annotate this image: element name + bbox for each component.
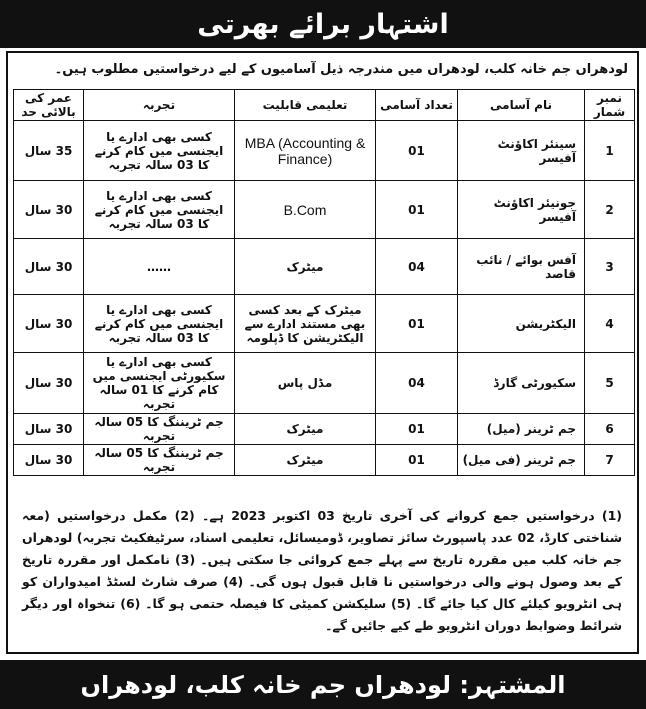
column-header-experience: تجربہ bbox=[84, 90, 235, 121]
intro-text: لودھراں جم خانہ کلب، لودھراں میں مندرجہ ذیل آسامیوں کے لیے درخواستیں مطلوب ہیں۔ bbox=[54, 62, 628, 77]
age-cell: 30 سال bbox=[14, 445, 84, 476]
qualification-cell: B.Com bbox=[235, 181, 376, 239]
experience-cell: کسی بھی ادارے یا ایجنسی میں کام کرنے کا 03 سالہ تجربہ bbox=[84, 181, 235, 239]
post-cell: آفس بوائے / نائب قاصد bbox=[458, 239, 585, 295]
column-header-count: تعداد آسامی bbox=[376, 90, 458, 121]
table-row bbox=[14, 445, 635, 476]
serial-cell: 2 bbox=[585, 181, 635, 239]
age-cell: 30 سال bbox=[14, 414, 84, 445]
post-cell: جونیئر اکاؤنٹ آفیسر bbox=[458, 181, 585, 239]
serial-cell: 1 bbox=[585, 121, 635, 181]
experience-cell: کسی بھی ادارے یا ایجنسی میں کام کرنے کا 03 سالہ تجربہ bbox=[84, 121, 235, 181]
qualification-cell: مڈل پاس bbox=[235, 353, 376, 414]
qualification-cell: میٹرک bbox=[235, 239, 376, 295]
table-row bbox=[14, 239, 635, 295]
qualification-cell: میٹرک کے بعد کسی بھی مستند ادارے سے الیکٹریشن کا ڈپلومہ bbox=[235, 295, 376, 353]
serial-cell: 7 bbox=[585, 445, 635, 476]
application-instructions: (1) درخواستیں جمع کروانے کی آخری تاریخ 03 اکتوبر 2023 ہے۔ (2) مکمل درخواستیں (معہ شناختی کارڈ، 02 عدد پاسپورٹ سائز تصاویر، ڈومیسائل، تعلیمی اسناد، سرٹیفکیٹ تجربہ) لودھراں جم خانہ کلب میں مقررہ تاریخ سے پہلے جمع کروائی جا سکتی ہیں۔ (3) نامکمل اور مقررہ تاریخ کے بعد وصول ہونے والی درخواستیں نا قابل قبول ہوں گی۔ (4) صرف شارٹ لسٹڈ امیدواران کو ہی انٹرویو کیلئے کال کیا جائے گا۔ (5) سلیکشن کمیٹی کا فیصلہ حتمی ہو گا۔ (6) تنخواہ اور دیگر شرائط وضوابط دوران انٹرویو طے کیے جائیں گے۔ bbox=[22, 508, 623, 633]
age-cell: 35 سال bbox=[14, 121, 84, 181]
vacancy-table bbox=[13, 89, 635, 476]
qualification-cell: میٹرک bbox=[235, 445, 376, 476]
table-row bbox=[14, 414, 635, 445]
age-cell: 30 سال bbox=[14, 295, 84, 353]
count-cell: 01 bbox=[376, 181, 458, 239]
post-cell: سینئر اکاؤنٹ آفیسر bbox=[458, 121, 585, 181]
serial-cell: 5 bbox=[585, 353, 635, 414]
count-cell: 01 bbox=[376, 295, 458, 353]
serial-cell: 6 bbox=[585, 414, 635, 445]
serial-cell: 3 bbox=[585, 239, 635, 295]
post-cell: جم ٹرینر (فی میل) bbox=[458, 445, 585, 476]
table-header-row bbox=[14, 90, 635, 121]
table-row bbox=[14, 353, 635, 414]
qualification-cell: MBA (Accounting & Finance) bbox=[235, 121, 376, 181]
column-header-serial: نمبر شمار bbox=[585, 90, 635, 121]
count-cell: 01 bbox=[376, 414, 458, 445]
experience-cell: کسی بھی ادارے یا سکیورٹی ایجنسی میں کام کرنے کا 01 سالہ تجربہ bbox=[84, 353, 235, 414]
experience-cell: …… bbox=[84, 239, 235, 295]
table-row bbox=[14, 295, 635, 353]
column-header-post: نام آسامی bbox=[458, 90, 585, 121]
age-cell: 30 سال bbox=[14, 239, 84, 295]
experience-cell: جم ٹریننگ کا 05 سالہ تجربہ bbox=[84, 414, 235, 445]
age-cell: 30 سال bbox=[14, 181, 84, 239]
count-cell: 04 bbox=[376, 353, 458, 414]
experience-cell: جم ٹریننگ کا 05 سالہ تجربہ bbox=[84, 445, 235, 476]
table-row bbox=[14, 121, 635, 181]
ad-title: اشتہار برائے بھرتی bbox=[0, 0, 646, 48]
count-cell: 01 bbox=[376, 445, 458, 476]
qualification-cell: میٹرک bbox=[235, 414, 376, 445]
post-cell: الیکٹریشن bbox=[458, 295, 585, 353]
count-cell: 01 bbox=[376, 121, 458, 181]
age-cell: 30 سال bbox=[14, 353, 84, 414]
post-cell: سکیورٹی گارڈ bbox=[458, 353, 585, 414]
post-cell: جم ٹرینر (میل) bbox=[458, 414, 585, 445]
experience-cell: کسی بھی ادارے یا ایجنسی میں کام کرنے کا 03 سالہ تجربہ bbox=[84, 295, 235, 353]
table-row bbox=[14, 181, 635, 239]
count-cell: 04 bbox=[376, 239, 458, 295]
column-header-qualification: تعلیمی قابلیت bbox=[235, 90, 376, 121]
column-header-age-limit: عمر کی بالائی حد bbox=[14, 90, 84, 121]
serial-cell: 4 bbox=[585, 295, 635, 353]
advertiser-footer: المشتہر: لودھراں جم خانہ کلب، لودھراں bbox=[0, 660, 646, 709]
